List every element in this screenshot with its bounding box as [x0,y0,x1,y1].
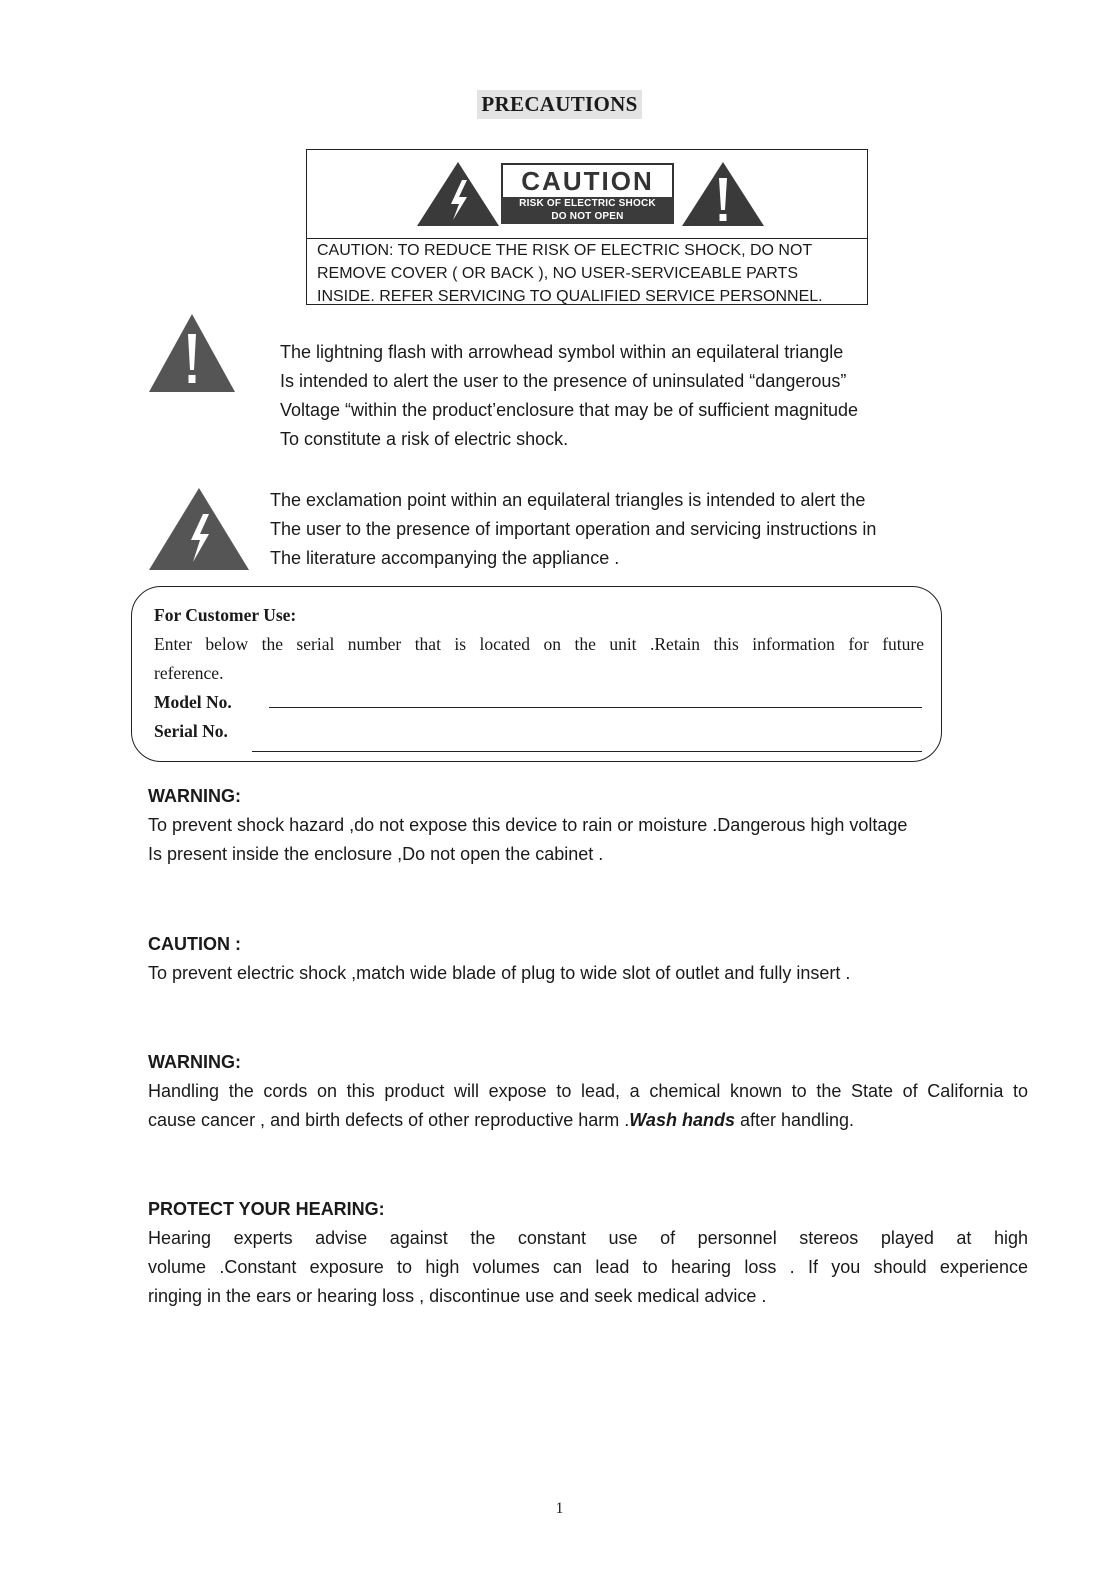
warning-text-line: Handling the cords on this product will expose to lead, a chemical known to the State of California to [148,1081,1028,1101]
warning-heading: WARNING: [148,786,241,806]
lightning-triangle-icon [147,486,251,572]
customer-use-box [131,586,942,762]
customer-use-description-cont: reference. [154,663,224,683]
serial-number-field[interactable] [252,751,922,752]
caution-text-line: CAUTION: TO REDUCE THE RISK OF ELECTRIC SHOCK, DO NOT [317,242,813,259]
wash-hands-emphasis: Wash hands [629,1110,735,1130]
warning-heading: WARNING: [148,1052,241,1072]
hearing-text-line: Hearing experts advise against the constant use of personnel stereos played at high [148,1228,1028,1248]
symbol-text-line: To constitute a risk of electric shock. [280,429,569,449]
warning-text-line [148,1106,1028,1135]
customer-use-heading: For Customer Use: [154,605,297,625]
warning-text-line: Is present inside the enclosure ,Do not open the cabinet . [148,844,604,864]
hearing-heading: PROTECT YOUR HEARING: [148,1199,385,1219]
caution-sign-strip [501,197,674,224]
caution-text-line: REMOVE COVER ( OR BACK ), NO USER-SERVICEABLE PARTS [317,265,798,282]
caution-label-graphic [307,150,867,239]
caution-sign-strip-line1: RISK OF ELECTRIC SHOCK [519,198,656,209]
caution-plug-section [148,930,1028,988]
serial-number-label: Serial No. [154,721,228,741]
warning-text-segment: after handling. [734,1110,855,1130]
caution-sign [501,163,674,224]
model-number-label: Model No. [154,692,232,712]
symbol-text-line: The user to the presence of important operation and servicing instructions in [270,519,877,539]
page-number: 1 [555,1500,564,1517]
caution-sign-word: CAUTION [501,163,674,197]
caution-text-line: INSIDE. REFER SERVICING TO QUALIFIED SERVICE PERSONNEL. [317,288,823,305]
page-title-text: PRECAUTIONS [477,90,641,119]
symbol-text-line: Is intended to alert the user to the presence of uninsulated “dangerous” [280,371,847,391]
hearing-text-line: volume .Constant exposure to high volumes can lead to hearing loss . If you should experience [148,1257,1028,1277]
caution-heading: CAUTION : [148,934,241,954]
caution-text: To prevent electric shock ,match wide blade of plug to wide slot of outlet and fully insert . [148,963,851,983]
warning-text-segment: cause cancer , and birth defects of other reproductive harm . [148,1110,630,1130]
warning-lead-section [148,1048,1028,1135]
symbol-explanation-text [280,338,858,454]
hearing-section [148,1195,1028,1311]
page-title [0,90,1119,119]
symbol-text-line: The exclamation point within an equilateral triangles is intended to alert the [270,490,866,510]
warning-text-line: To prevent shock hazard ,do not expose this device to rain or moisture .Dangerous high voltage [148,815,908,835]
symbol-text-line: The literature accompanying the appliance . [270,548,620,568]
exclamation-triangle-icon [147,312,237,394]
caution-label-text [317,239,859,308]
symbol-text-line: The lightning flash with arrowhead symbol within an equilateral triangle [280,342,844,362]
lightning-triangle-icon [415,160,501,228]
warning-shock-section [148,782,1028,869]
symbol-explanation-text [270,486,876,573]
caution-sign-strip-line2: DO NOT OPEN [551,211,624,222]
model-number-field[interactable] [269,707,922,708]
hearing-text-line: ringing in the ears or hearing loss , discontinue use and seek medical advice . [148,1286,767,1306]
symbol-text-line: Voltage “within the product’enclosure that may be of sufficient magnitude [280,400,859,420]
customer-use-description: Enter below the serial number that is located on the unit .Retain this information for future [154,634,924,654]
caution-label-box [306,149,868,305]
exclamation-triangle-icon [680,160,766,228]
